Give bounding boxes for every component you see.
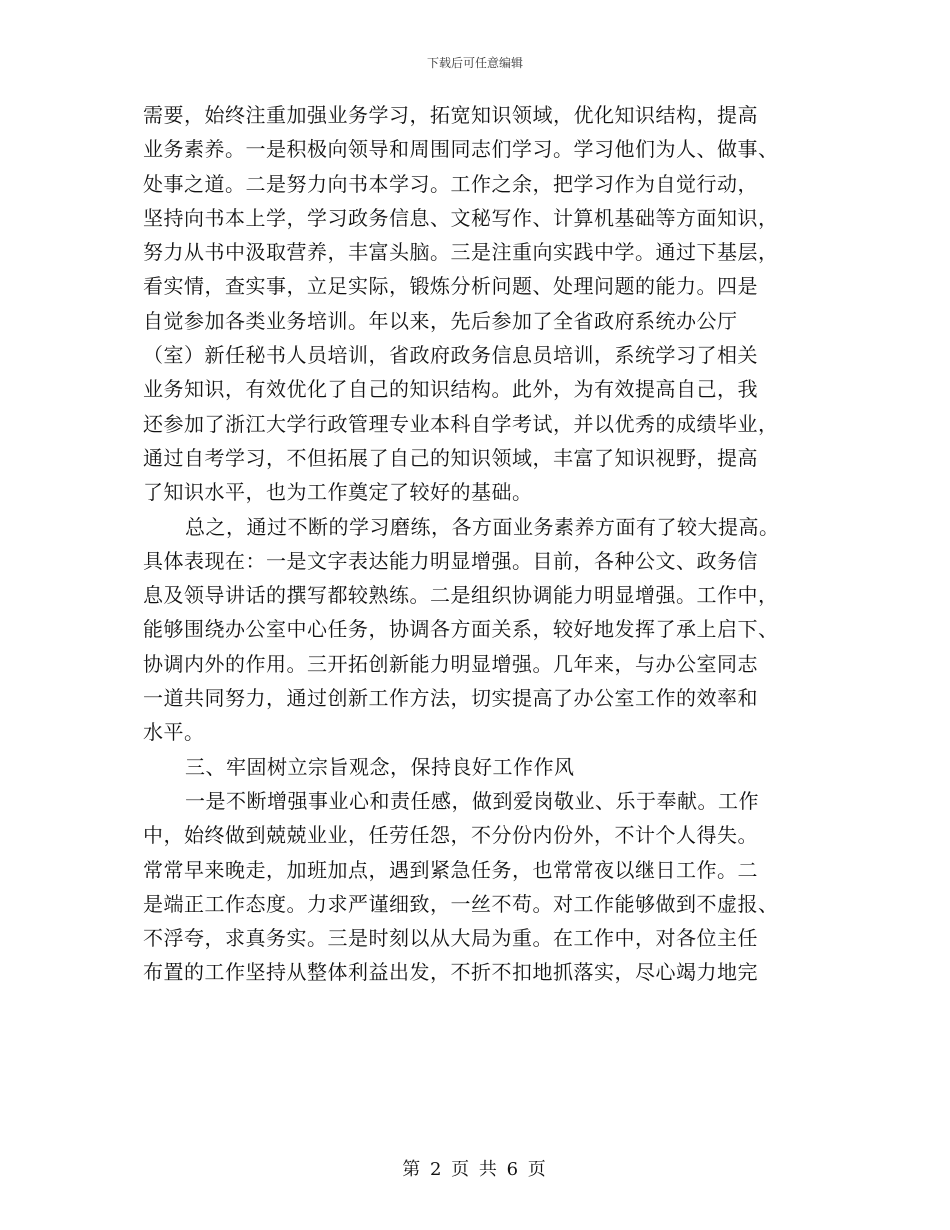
text-line: 了知识水平，也为工作奠定了较好的基础。	[143, 480, 533, 505]
text-line: 通过自考学习，不但拓展了自己的知识领域，丰富了知识视野，提高	[143, 445, 758, 470]
paragraph-first-line: 总之，通过不断的学习磨练，各方面业务素养方面有了较大提高。	[185, 514, 780, 539]
text-line: 协调内外的作用。三开拓创新能力明显增强。几年来，与办公室同志	[143, 651, 758, 676]
footer-prefix: 第	[402, 1159, 423, 1180]
total-page-count: 6	[506, 1159, 521, 1180]
section-heading: 三、牢固树立宗旨观念，保持良好工作作风	[185, 754, 575, 779]
text-line: 努力从书中汲取营养，丰富头脑。三是注重向实践中学。通过下基层，	[143, 240, 779, 265]
text-line: 还参加了浙江大学行政管理专业本科自学考试，并以优秀的成绩毕业，	[143, 411, 779, 436]
footer-middle: 页 共	[451, 1159, 499, 1180]
footer-suffix: 页	[527, 1159, 548, 1180]
page-footer	[0, 1155, 950, 1181]
text-line: 业务知识，有效优化了自己的知识结构。此外，为有效提高自己，我	[143, 377, 758, 402]
document-body	[143, 98, 807, 990]
paragraph-first-line: 一是不断增强事业心和责任感，做到爱岗敬业、乐于奉献。工作	[185, 788, 759, 813]
text-line: （室）新任秘书人员培训，省政府政务信息员培训，系统学习了相关	[143, 343, 758, 368]
text-line: 不浮夸，求真务实。三是时刻以从大局为重。在工作中，对各位主任	[143, 926, 758, 951]
current-page-number: 2	[429, 1159, 444, 1180]
text-line: 是端正工作态度。力求严谨细致，一丝不苟。对工作能够做到不虚报、	[143, 891, 779, 916]
text-line: 能够围绕办公室中心任务，协调各方面关系，较好地发挥了承上启下、	[143, 617, 779, 642]
text-line: 业务素养。一是积极向领导和周围同志们学习。学习他们为人、做事、	[143, 137, 779, 162]
text-line: 具体表现在：一是文字表达能力明显增强。目前，各种公文、政务信	[143, 548, 758, 573]
text-line: 布置的工作坚持从整体利益出发，不折不扣地抓落实，尽心竭力地完	[143, 960, 758, 985]
text-line: 常常早来晚走，加班加点，遇到紧急任务，也常常夜以继日工作。二	[143, 857, 758, 882]
text-line: 需要，始终注重加强业务学习，拓宽知识领域，优化知识结构，提高	[143, 103, 758, 127]
text-line: 水平。	[143, 720, 205, 745]
text-line: 坚持向书本上学，学习政务信息、文秘写作、计算机基础等方面知识，	[143, 205, 779, 230]
text-line: 息及领导讲话的撰写都较熟练。二是组织协调能力明显增强。工作中，	[143, 583, 779, 608]
text-line: 一道共同努力，通过创新工作方法，切实提高了办公室工作的效率和	[143, 686, 758, 711]
text-line: 处事之道。二是努力向书本学习。工作之余，把学习作为自觉行动，	[143, 171, 758, 196]
text-line: 中，始终做到兢兢业业，任劳任怨，不分份内份外，不计个人得失。	[143, 823, 758, 848]
page-header: 下载后可任意编辑	[426, 56, 523, 70]
text-line: 自觉参加各类业务培训。年以来，先后参加了全省政府系统办公厅	[143, 308, 738, 333]
text-line: 看实情，查实事，立足实际，锻炼分析问题、处理问题的能力。四是	[143, 274, 758, 299]
